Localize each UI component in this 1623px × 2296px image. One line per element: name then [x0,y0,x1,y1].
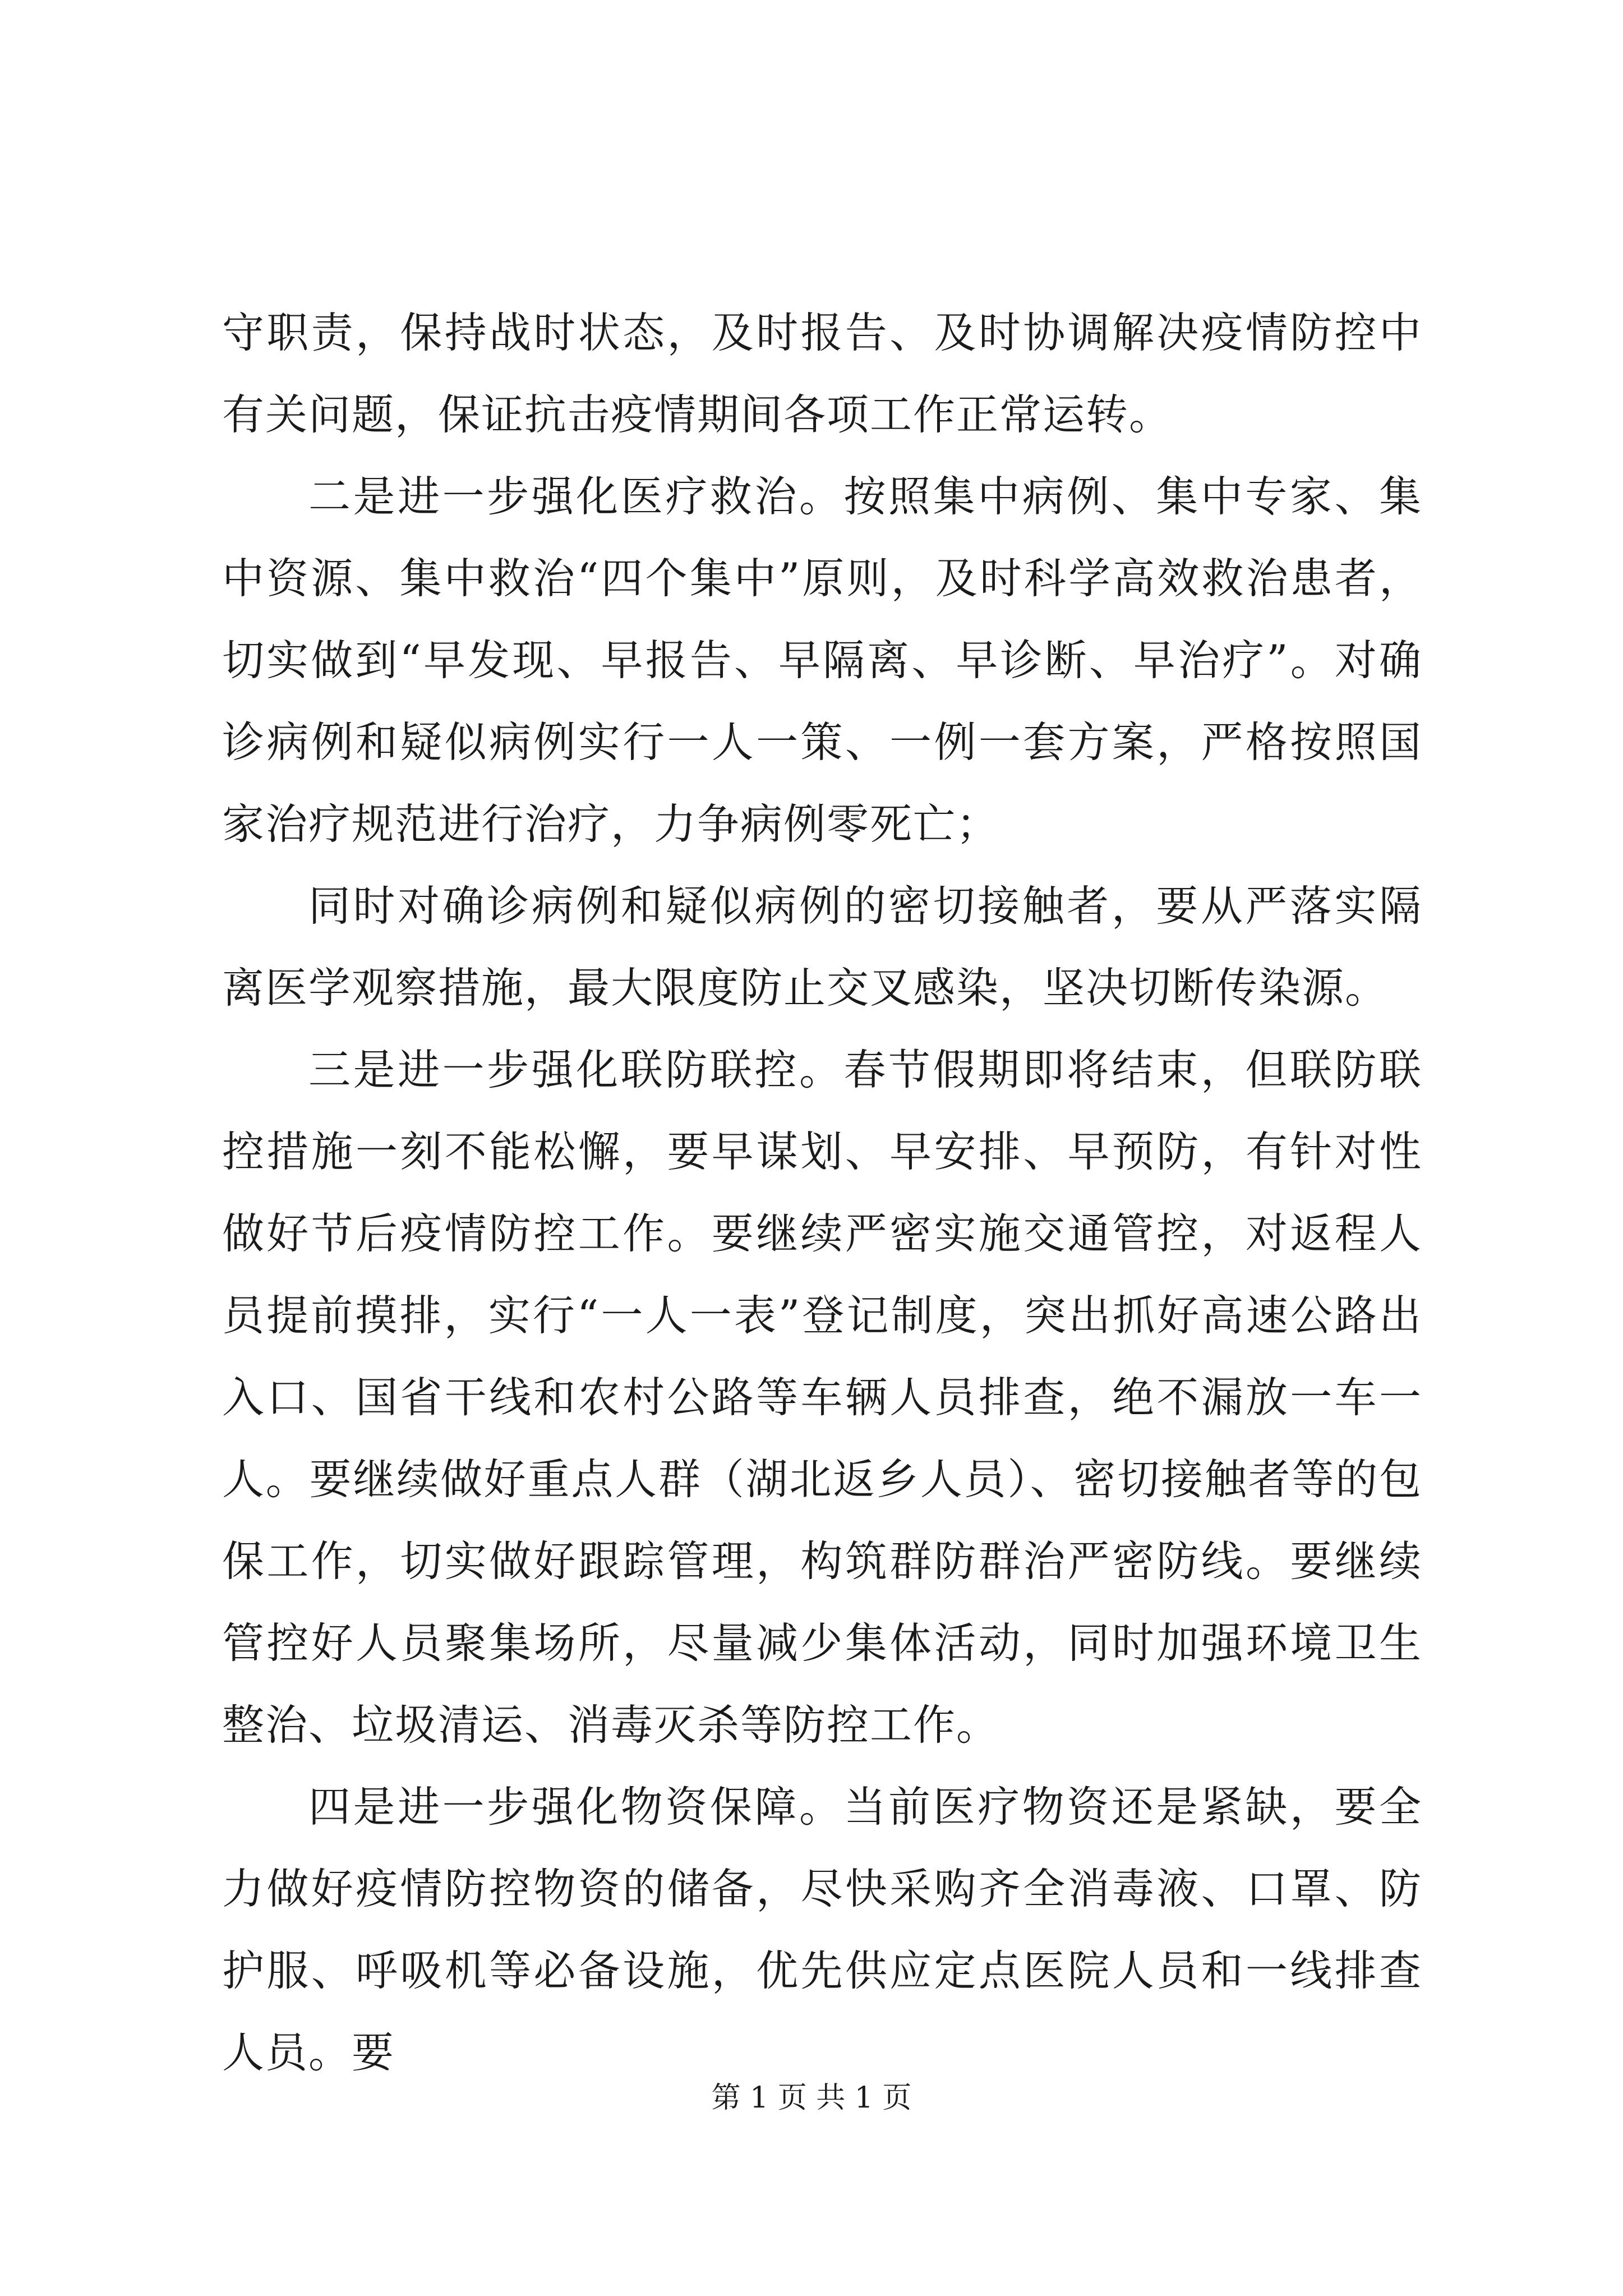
paragraph-medical-treatment: 二是进一步强化医疗救治。按照集中病例、集中专家、集中资源、集中救治“四个集中”原则，及时科学高效救治患者，切实做到“早发现、早报告、早隔离、早诊断、早治疗”。对确诊病例和疑似病例实行一人一策、一例一套方案，严格按照国家治疗规范进行治疗，力争病例零死亡； [222,472,1422,849]
page-footer: 第 1 页 共 1 页 [711,2081,912,2115]
paragraph-close-contacts: 同时对确诊病例和疑似病例的密切接触者，要从严落实隔离医学观察措施，最大限度防止交叉感染，坚决切断传染源。 [222,881,1422,1013]
paragraph-material-supply: 四是进一步强化物资保障。当前医疗物资还是紧缺，要全力做好疫情防控物资的储备，尽快采购齐全消毒液、口罩、防护服、呼吸机等必备设施，优先供应定点医院人员和一线排查人员。要 [222,1782,1422,2077]
document-body [222,292,1422,2093]
paragraph-joint-prevention: 三是进一步强化联防联控。春节假期即将结束，但联防联控措施一刻不能松懈，要早谋划、早安排、早预防，有针对性做好节后疫情防控工作。要继续严密实施交通管控，对返程人员提前摸排，实行“一人一表”登记制度，突出抓好高速公路出入口、国省干线和农村公路等车辆人员排查，绝不漏放一车一人。要继续做好重点人群（湖北返乡人员）、密切接触者等的包保工作，切实做好跟踪管理，构筑群防群治严密防线。要继续管控好人员聚集场所，尽量减少集体活动，同时加强环境卫生整治、垃圾清运、消毒灭杀等防控工作。 [222,1045,1422,1750]
paragraph-continuation: 守职责，保持战时状态，及时报告、及时协调解决疫情防控中有关问题，保证抗击疫情期间各项工作正常运转。 [222,308,1422,439]
